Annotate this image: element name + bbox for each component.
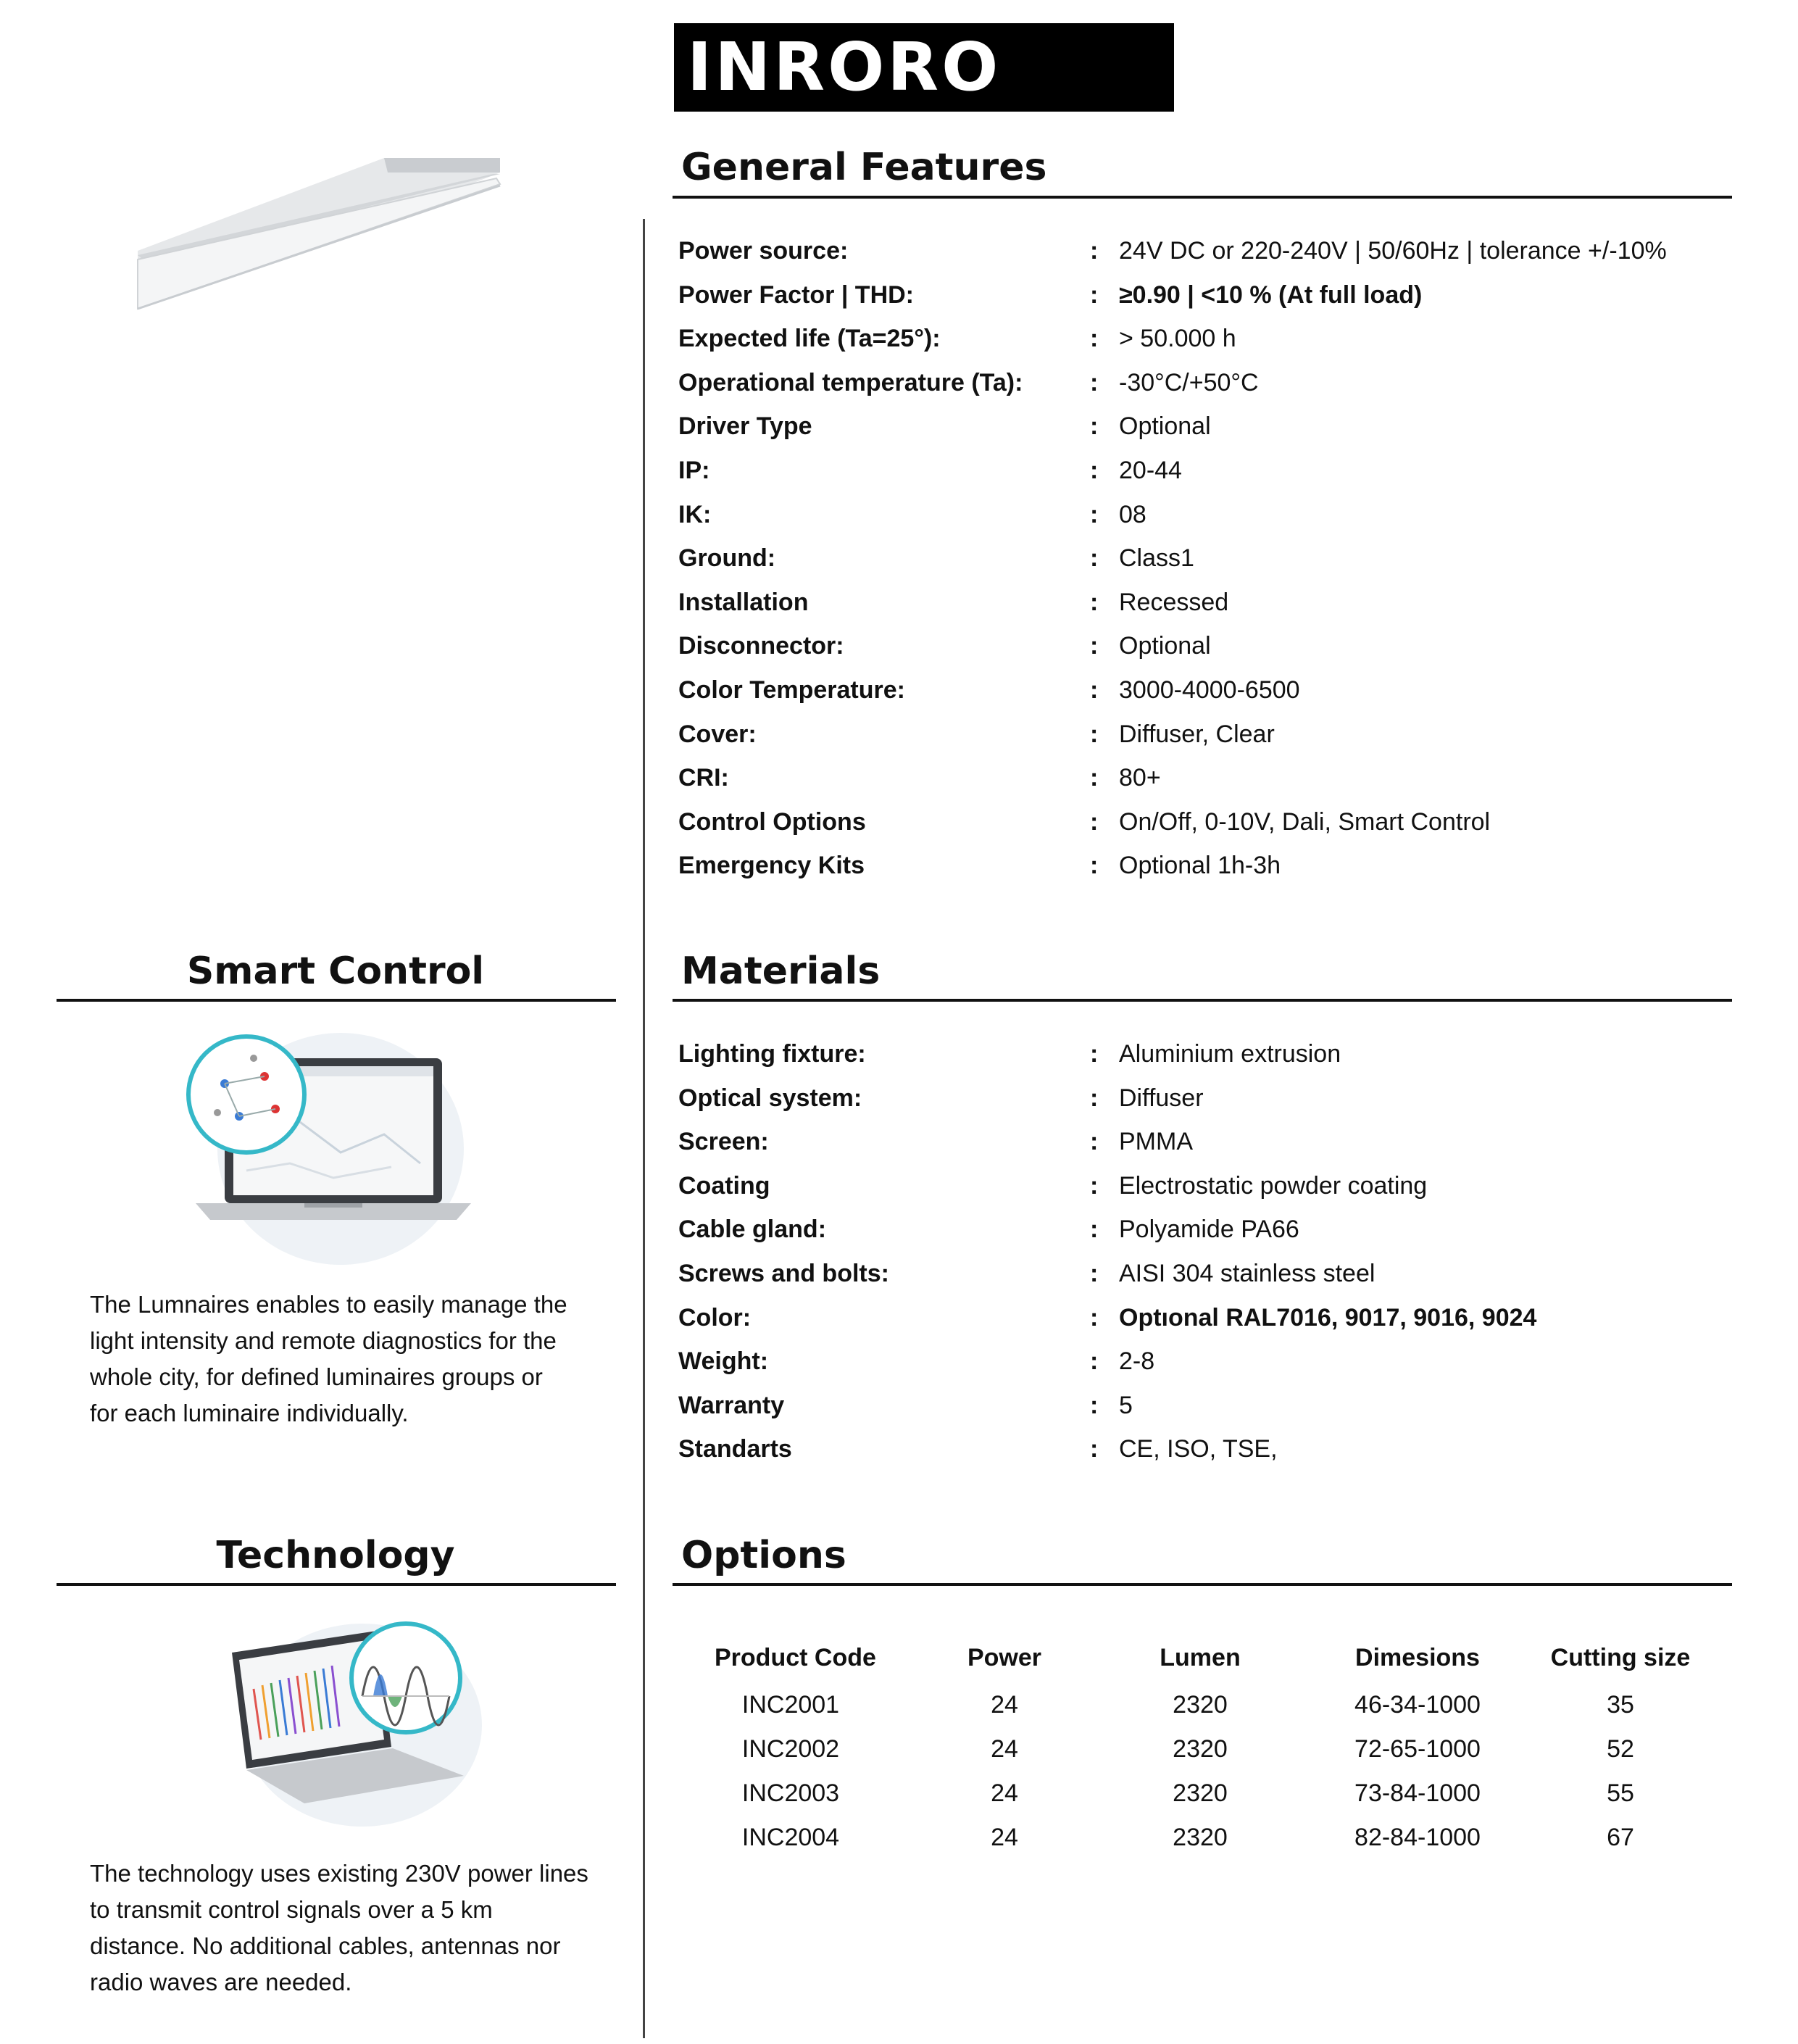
options-row xyxy=(678,1771,1736,1816)
spec-row xyxy=(678,1120,1736,1164)
technology-rule xyxy=(57,1583,616,1586)
smart-control-line: for each luminaire individually. xyxy=(90,1400,409,1426)
product-image xyxy=(130,145,507,348)
spec-label: Cover: xyxy=(678,720,757,748)
brand-name: INRORO xyxy=(687,28,1002,106)
options-row xyxy=(678,1683,1736,1727)
options-cell: 2320 xyxy=(1173,1691,1228,1719)
smart-control-laptop-image xyxy=(174,1026,478,1265)
spec-separator: : xyxy=(1090,1216,1099,1244)
spec-value: 5 xyxy=(1119,1391,1133,1419)
technology-line: to transmit control signals over a 5 km xyxy=(90,1896,493,1923)
spec-value: 3000-4000-6500 xyxy=(1119,676,1300,704)
spec-separator: : xyxy=(1090,632,1099,660)
spec-label: Expected life (Ta=25°): xyxy=(678,325,941,353)
technology-title: Technology xyxy=(216,1534,455,1577)
general-features-rule xyxy=(673,196,1732,199)
spec-separator: : xyxy=(1090,1259,1099,1287)
spec-separator: : xyxy=(1090,1303,1099,1331)
spec-row xyxy=(678,493,1736,537)
smart-control-rule xyxy=(57,999,616,1002)
spec-row xyxy=(678,1339,1736,1384)
spec-separator: : xyxy=(1090,544,1099,573)
spec-value: On/Off, 0-10V, Dali, Smart Control xyxy=(1119,807,1491,836)
spec-separator: : xyxy=(1090,807,1099,836)
spec-separator: : xyxy=(1090,764,1099,792)
options-column-header: Lumen xyxy=(1160,1644,1241,1671)
spec-value: 80+ xyxy=(1119,764,1161,792)
technology-laptop-image xyxy=(217,1609,493,1827)
smart-control-description xyxy=(90,1287,641,1432)
spec-label: Ground: xyxy=(678,544,776,573)
general-features-title: General Features xyxy=(681,146,1047,189)
options-cell: 72-65-1000 xyxy=(1354,1735,1481,1763)
spec-separator: : xyxy=(1090,588,1099,616)
spec-value: 20-44 xyxy=(1119,456,1182,484)
spec-value: CE, ISO, TSE, xyxy=(1119,1435,1278,1463)
spec-separator: : xyxy=(1090,852,1099,880)
spec-label: Disconnector: xyxy=(678,632,844,660)
options-table xyxy=(678,1632,1736,1860)
spec-label: Emergency Kits xyxy=(678,852,865,880)
spec-value: Aluminium extrusion xyxy=(1119,1040,1341,1068)
spec-separator: : xyxy=(1090,1171,1099,1200)
spec-separator: : xyxy=(1090,1347,1099,1376)
options-cell: 82-84-1000 xyxy=(1354,1824,1481,1851)
spec-separator: : xyxy=(1090,325,1099,353)
options-cell: 2320 xyxy=(1173,1779,1228,1807)
spec-row xyxy=(678,449,1736,493)
spec-row xyxy=(678,317,1736,361)
spec-value: Diffuser xyxy=(1119,1084,1204,1112)
options-cell: 73-84-1000 xyxy=(1354,1779,1481,1807)
spec-label: Color Temperature: xyxy=(678,676,905,704)
options-cell: INC2002 xyxy=(741,1735,840,1763)
spec-label: Control Options xyxy=(678,807,866,836)
spec-value: ≥0.90 | <10 % (At full load) xyxy=(1119,281,1423,309)
spec-separator: : xyxy=(1090,1435,1099,1463)
options-column-header: Power xyxy=(967,1644,1042,1671)
options-rule xyxy=(673,1583,1732,1586)
spec-label: Color: xyxy=(678,1303,752,1331)
spec-row xyxy=(678,581,1736,625)
options-cell: 24 xyxy=(991,1735,1018,1763)
spec-separator: : xyxy=(1090,720,1099,748)
options-cell: INC2003 xyxy=(741,1779,840,1807)
spec-label: Power source: xyxy=(678,237,849,265)
materials-rule xyxy=(673,999,1732,1002)
brand-logo xyxy=(674,23,1174,112)
materials-list xyxy=(678,1032,1736,1471)
spec-row xyxy=(678,1427,1736,1471)
spec-row xyxy=(678,1384,1736,1428)
spec-label: IP: xyxy=(678,456,710,484)
options-title: Options xyxy=(681,1534,846,1577)
options-cell: 55 xyxy=(1607,1779,1634,1807)
spec-label: Cable gland: xyxy=(678,1216,827,1244)
spec-value: Optıonal RAL7016, 9017, 9016, 9024 xyxy=(1119,1303,1537,1331)
technology-line: distance. No additional cables, antennas nor xyxy=(90,1932,561,1959)
options-row xyxy=(678,1816,1736,1860)
spec-separator: : xyxy=(1090,1084,1099,1112)
spec-row xyxy=(678,713,1736,757)
spec-row xyxy=(678,800,1736,844)
spec-value: -30°C/+50°C xyxy=(1119,368,1259,396)
spec-label: Standarts xyxy=(678,1435,792,1463)
spec-row xyxy=(678,273,1736,317)
spec-value: 24V DC or 220-240V | 50/60Hz | tolerance +/-10% xyxy=(1119,237,1667,265)
spec-label: Operational temperature (Ta): xyxy=(678,368,1023,396)
spec-label: Coating xyxy=(678,1171,770,1200)
spec-label: Power Factor | THD: xyxy=(678,281,914,309)
options-cell: 35 xyxy=(1607,1691,1634,1719)
options-cell: INC2004 xyxy=(741,1824,840,1851)
spec-value: Diffuser, Clear xyxy=(1119,720,1275,748)
spec-row xyxy=(678,1032,1736,1076)
spec-value: Recessed xyxy=(1119,588,1229,616)
spec-value: Polyamide PA66 xyxy=(1119,1216,1299,1244)
options-column-header: Product Code xyxy=(715,1644,876,1671)
spec-label: Weight: xyxy=(678,1347,769,1376)
spec-separator: : xyxy=(1090,368,1099,396)
technology-line: The technology uses existing 230V power lines xyxy=(90,1860,588,1887)
spec-value: Optional xyxy=(1119,632,1211,660)
spec-label: Lighting fixture: xyxy=(678,1040,866,1068)
spec-row xyxy=(678,1208,1736,1252)
spec-row xyxy=(678,844,1736,888)
spec-label: Driver Type xyxy=(678,412,812,441)
spec-row xyxy=(678,404,1736,449)
spec-row xyxy=(678,1164,1736,1208)
spec-separator: : xyxy=(1090,1128,1099,1156)
spec-label: CRI: xyxy=(678,764,729,792)
spec-value: Optional 1h-3h xyxy=(1119,852,1281,880)
spec-separator: : xyxy=(1090,456,1099,484)
spec-value: Electrostatic powder coating xyxy=(1119,1171,1428,1200)
spec-row xyxy=(678,668,1736,713)
spec-label: IK: xyxy=(678,500,712,528)
options-cell: 24 xyxy=(991,1779,1018,1807)
smart-control-line: whole city, for defined luminaires groups or xyxy=(90,1363,543,1390)
spec-value: Class1 xyxy=(1119,544,1194,573)
materials-title: Materials xyxy=(681,950,881,993)
spec-value: PMMA xyxy=(1119,1128,1193,1156)
options-column-header: Dimesions xyxy=(1355,1644,1480,1671)
options-cell: INC2001 xyxy=(741,1691,840,1719)
options-cell: 2320 xyxy=(1173,1824,1228,1851)
spec-value: 2-8 xyxy=(1119,1347,1155,1376)
smart-control-line: light intensity and remote diagnostics for the xyxy=(90,1327,557,1354)
options-cell: 67 xyxy=(1607,1824,1634,1851)
spec-separator: : xyxy=(1090,237,1099,265)
options-cell: 24 xyxy=(991,1824,1018,1851)
smart-control-line: The Lumnaires enables to easily manage the xyxy=(90,1291,567,1318)
spec-row xyxy=(678,1076,1736,1121)
spec-value: > 50.000 h xyxy=(1119,325,1236,353)
spec-separator: : xyxy=(1090,412,1099,441)
spec-row xyxy=(678,229,1736,273)
spec-row xyxy=(678,1252,1736,1296)
technology-description xyxy=(90,1856,641,2001)
spec-value: 08 xyxy=(1119,500,1146,528)
spec-separator: : xyxy=(1090,1040,1099,1068)
spec-separator: : xyxy=(1090,1391,1099,1419)
spec-separator: : xyxy=(1090,676,1099,704)
spec-row xyxy=(678,1296,1736,1340)
options-cell: 2320 xyxy=(1173,1735,1228,1763)
smart-control-title: Smart Control xyxy=(186,950,485,993)
spec-row xyxy=(678,361,1736,405)
spec-value: Optional xyxy=(1119,412,1211,441)
spec-row xyxy=(678,624,1736,668)
spec-label: Screws and bolts: xyxy=(678,1259,889,1287)
spec-label: Warranty xyxy=(678,1391,785,1419)
spec-label: Screen: xyxy=(678,1128,769,1156)
column-divider xyxy=(643,219,645,2038)
options-row xyxy=(678,1727,1736,1771)
technology-line: radio waves are needed. xyxy=(90,1969,352,1995)
spec-value: AISI 304 stainless steel xyxy=(1119,1259,1375,1287)
spec-label: Installation xyxy=(678,588,809,616)
options-header-row xyxy=(678,1632,1736,1683)
options-cell: 24 xyxy=(991,1691,1018,1719)
spec-separator: : xyxy=(1090,500,1099,528)
options-cell: 46-34-1000 xyxy=(1354,1691,1481,1719)
general-features-list xyxy=(678,229,1736,888)
spec-row xyxy=(678,756,1736,800)
options-column-header: Cutting size xyxy=(1550,1644,1691,1671)
spec-row xyxy=(678,536,1736,581)
spec-separator: : xyxy=(1090,281,1099,309)
options-cell: 52 xyxy=(1607,1735,1634,1763)
spec-label: Optical system: xyxy=(678,1084,862,1112)
